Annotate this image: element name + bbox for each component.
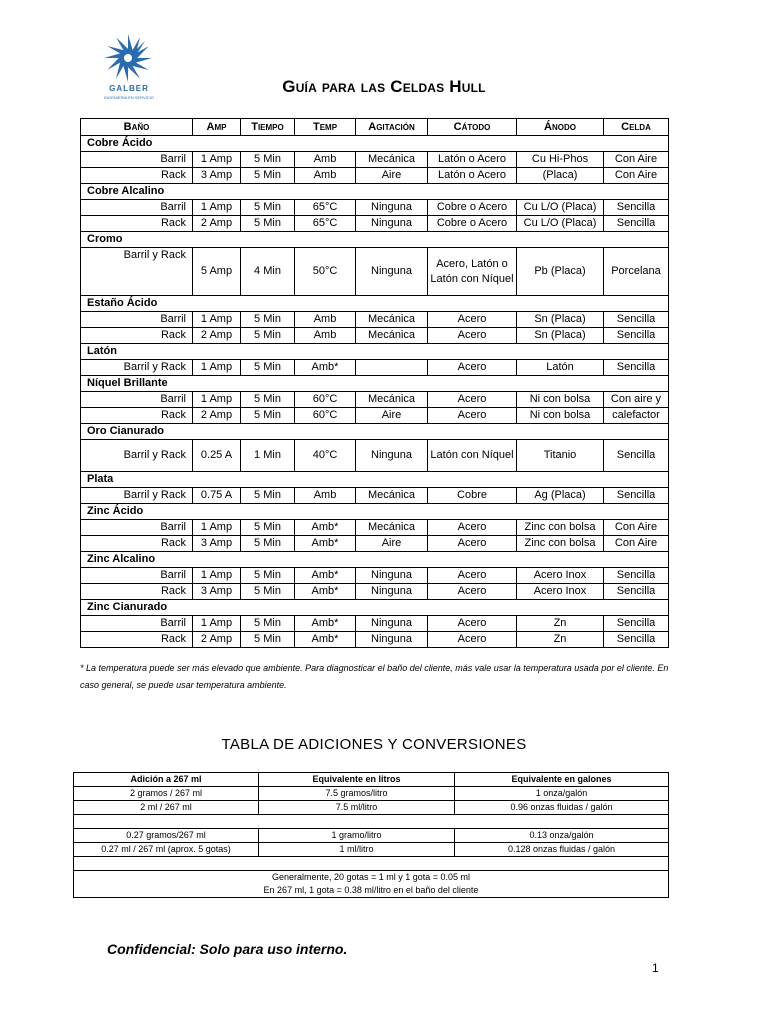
cell-celda: Con Aire (604, 536, 669, 552)
cell-amp: 0.75 A (193, 488, 241, 504)
cell-tiempo: 5 Min (241, 152, 295, 168)
header-temp: Temp (295, 119, 356, 136)
cell-agitacion: Ninguna (356, 584, 428, 600)
cell-catodo: Latón o Acero (428, 152, 517, 168)
row-label: Barril (81, 520, 193, 536)
table-row (81, 392, 669, 408)
cell-agitacion: Mecánica (356, 392, 428, 408)
cell-anodo: Cu L/O (Placa) (517, 200, 604, 216)
cell-agitacion: Mecánica (356, 312, 428, 328)
table-row (81, 216, 669, 232)
row-label: Rack (81, 536, 193, 552)
cell-agitacion: Mecánica (356, 520, 428, 536)
cell-agitacion: Mecánica (356, 152, 428, 168)
bath-category-row (81, 424, 669, 440)
cell-amp: 3 Amp (193, 584, 241, 600)
cell-amp: 1 Amp (193, 520, 241, 536)
cell-anodo: Titanio (517, 440, 604, 472)
cell-amp: 2 Amp (193, 328, 241, 344)
cell-tiempo: 5 Min (241, 520, 295, 536)
cell-anodo: Acero Inox (517, 568, 604, 584)
bath-category-row (81, 136, 669, 152)
cell-celda: Sencilla (604, 632, 669, 648)
cell-tiempo: 1 Min (241, 440, 295, 472)
bath-category-name: Cobre Alcalino (81, 184, 669, 200)
cell-anodo: Cu L/O (Placa) (517, 216, 604, 232)
cell-catodo: Acero (428, 584, 517, 600)
row-label: Barril y Rack (81, 248, 193, 296)
cell-agitacion: Mecánica (356, 488, 428, 504)
cell-agitacion: Ninguna (356, 216, 428, 232)
cell-amp: 0.25 A (193, 440, 241, 472)
cell-tiempo: 5 Min (241, 168, 295, 184)
cell-celda: Sencilla (604, 616, 669, 632)
cell-temp: Amb* (295, 360, 356, 376)
cell-agitacion: Ninguna (356, 568, 428, 584)
cell-anodo: Zn (517, 616, 604, 632)
cell-adicion: 2 ml / 267 ml (74, 801, 259, 815)
bath-category-row (81, 376, 669, 392)
table-row (81, 200, 669, 216)
cell-celda: Con Aire (604, 520, 669, 536)
header-bano: Baño (81, 119, 193, 136)
table-header-row (81, 119, 669, 136)
cell-tiempo: 5 Min (241, 328, 295, 344)
row-label: Barril (81, 200, 193, 216)
cell-agitacion: Ninguna (356, 440, 428, 472)
cell-adicion: 0.27 ml / 267 ml (aprox. 5 gotas) (74, 843, 259, 857)
cell-agitacion: Aire (356, 168, 428, 184)
bath-category-name: Plata (81, 472, 669, 488)
cell-tiempo: 5 Min (241, 632, 295, 648)
table-row (81, 568, 669, 584)
blank-cell (74, 857, 669, 871)
conversion-title: TABLA DE ADICIONES Y CONVERSIONES (221, 736, 527, 753)
conversion-notes-row (74, 871, 669, 898)
row-label: Barril (81, 392, 193, 408)
conversion-table (73, 772, 669, 898)
conversion-row (74, 801, 669, 815)
table-row (81, 168, 669, 184)
page-number: 1 (652, 961, 659, 975)
cell-agitacion (356, 360, 428, 376)
bath-category-name: Cobre Ácido (81, 136, 669, 152)
cell-celda: Con Aire (604, 168, 669, 184)
cell-temp: Amb (295, 488, 356, 504)
cell-catodo: Acero, Latón o Latón con Níquel (428, 248, 517, 296)
table-row (81, 328, 669, 344)
table-row (81, 520, 669, 536)
cell-galones: 0.13 onza/galón (455, 829, 669, 843)
blank-cell (74, 815, 669, 829)
cell-anodo: Zinc con bolsa (517, 520, 604, 536)
row-label: Rack (81, 632, 193, 648)
cell-tiempo: 4 Min (241, 248, 295, 296)
cell-agitacion: Ninguna (356, 616, 428, 632)
cell-temp: Amb* (295, 584, 356, 600)
cell-adicion: 0.27 gramos/267 ml (74, 829, 259, 843)
temperature-footnote: * La temperatura puede ser más elevado que ambiente. Para diagnosticar el baño del cliente, más vale usar la temperatura usada por el cliente. En caso general, se puede usar temperatura ambiente. (80, 663, 669, 690)
row-label: Barril (81, 568, 193, 584)
cell-temp: 60°C (295, 392, 356, 408)
bath-category-row (81, 600, 669, 616)
cell-catodo: Acero (428, 408, 517, 424)
header-galones: Equivalente en galones (455, 773, 669, 787)
table-row (81, 536, 669, 552)
bath-category-name: Zinc Ácido (81, 504, 669, 520)
table-row (81, 616, 669, 632)
cell-celda: Sencilla (604, 440, 669, 472)
confidential-notice: Confidencial: Solo para uso interno. (107, 941, 348, 957)
header-adicion: Adición a 267 ml (74, 773, 259, 787)
cell-catodo: Acero (428, 360, 517, 376)
cell-amp: 2 Amp (193, 632, 241, 648)
header-catodo: Cátodo (428, 119, 517, 136)
table-row (81, 632, 669, 648)
cell-celda: Con aire y (604, 392, 669, 408)
header-anodo: Ánodo (517, 119, 604, 136)
header-amp: Amp (193, 119, 241, 136)
table-row (81, 408, 669, 424)
cell-tiempo: 5 Min (241, 392, 295, 408)
cell-anodo: Sn (Placa) (517, 328, 604, 344)
cell-tiempo: 5 Min (241, 408, 295, 424)
conversion-note: En 267 ml, 1 gota = 0.38 ml/litro en el baño del cliente (263, 885, 479, 895)
cell-celda: Sencilla (604, 312, 669, 328)
row-label: Rack (81, 216, 193, 232)
cell-anodo: Zn (517, 632, 604, 648)
cell-anodo: Zinc con bolsa (517, 536, 604, 552)
cell-catodo: Acero (428, 328, 517, 344)
cell-catodo: Acero (428, 520, 517, 536)
cell-temp: 65°C (295, 216, 356, 232)
cell-amp: 5 Amp (193, 248, 241, 296)
cell-galones: 0.128 onzas fluidas / galón (455, 843, 669, 857)
conversion-row (74, 829, 669, 843)
cell-temp: Amb* (295, 520, 356, 536)
cell-celda: Porcelana (604, 248, 669, 296)
blank-row (74, 857, 669, 871)
cell-tiempo: 5 Min (241, 360, 295, 376)
logo-tagline: INGENIERÍA EN SERVICIO (104, 95, 154, 100)
cell-temp: 40°C (295, 440, 356, 472)
cell-amp: 3 Amp (193, 536, 241, 552)
conversion-note: Generalmente, 20 gotas = 1 ml y 1 gota = 0.05 ml (271, 872, 471, 882)
cell-amp: 1 Amp (193, 152, 241, 168)
blank-row (74, 815, 669, 829)
cell-catodo: Cobre o Acero (428, 216, 517, 232)
table-row (81, 584, 669, 600)
cell-amp: 2 Amp (193, 408, 241, 424)
cell-temp: Amb* (295, 632, 356, 648)
row-label: Barril (81, 152, 193, 168)
cell-temp: 50°C (295, 248, 356, 296)
row-label: Rack (81, 408, 193, 424)
cell-tiempo: 5 Min (241, 200, 295, 216)
bath-category-row (81, 472, 669, 488)
cell-celda: Con Aire (604, 152, 669, 168)
cell-catodo: Cobre (428, 488, 517, 504)
cell-catodo: Acero (428, 568, 517, 584)
table-row (81, 440, 669, 472)
cell-tiempo: 5 Min (241, 584, 295, 600)
bath-category-row (81, 184, 669, 200)
conversion-notes (74, 871, 669, 898)
cell-temp: Amb* (295, 616, 356, 632)
cell-anodo: Latón (517, 360, 604, 376)
cell-agitacion: Ninguna (356, 632, 428, 648)
cell-anodo: (Placa) (517, 168, 604, 184)
table-row (81, 360, 669, 376)
bath-category-name: Estaño Ácido (81, 296, 669, 312)
cell-agitacion: Aire (356, 408, 428, 424)
bath-category-row (81, 344, 669, 360)
cell-agitacion: Ninguna (356, 200, 428, 216)
cell-temp: 60°C (295, 408, 356, 424)
row-label: Barril (81, 616, 193, 632)
cell-temp: Amb (295, 328, 356, 344)
cell-agitacion: Ninguna (356, 248, 428, 296)
cell-tiempo: 5 Min (241, 216, 295, 232)
cell-amp: 1 Amp (193, 568, 241, 584)
cell-anodo: Ni con bolsa (517, 408, 604, 424)
cell-litros: 1 ml/litro (259, 843, 455, 857)
cell-anodo: Ni con bolsa (517, 392, 604, 408)
conversion-row (74, 787, 669, 801)
cell-adicion: 2 gramos / 267 ml (74, 787, 259, 801)
table-row (81, 248, 669, 296)
cell-tiempo: 5 Min (241, 488, 295, 504)
cell-anodo: Pb (Placa) (517, 248, 604, 296)
row-label: Rack (81, 328, 193, 344)
row-label: Rack (81, 584, 193, 600)
bath-category-row (81, 296, 669, 312)
bath-category-row (81, 232, 669, 248)
cell-agitacion: Aire (356, 536, 428, 552)
cell-anodo: Cu Hi-Phos (517, 152, 604, 168)
cell-anodo: Sn (Placa) (517, 312, 604, 328)
cell-catodo: Acero (428, 392, 517, 408)
bath-category-name: Oro Cianurado (81, 424, 669, 440)
cell-celda: calefactor (604, 408, 669, 424)
cell-tiempo: 5 Min (241, 568, 295, 584)
row-label: Barril y Rack (81, 440, 193, 472)
cell-anodo: Ag (Placa) (517, 488, 604, 504)
cell-amp: 3 Amp (193, 168, 241, 184)
cell-litros: 1 gramo/litro (259, 829, 455, 843)
cell-temp: 65°C (295, 200, 356, 216)
cell-amp: 1 Amp (193, 360, 241, 376)
cell-amp: 1 Amp (193, 200, 241, 216)
cell-amp: 1 Amp (193, 392, 241, 408)
cell-catodo: Latón con Níquel (428, 440, 517, 472)
header-litros: Equivalente en litros (259, 773, 455, 787)
cell-catodo: Acero (428, 312, 517, 328)
header-tiempo: Tiempo (241, 119, 295, 136)
cell-temp: Amb (295, 168, 356, 184)
cell-celda: Sencilla (604, 568, 669, 584)
row-label: Barril y Rack (81, 488, 193, 504)
cell-tiempo: 5 Min (241, 312, 295, 328)
row-label: Barril (81, 312, 193, 328)
cell-celda: Sencilla (604, 200, 669, 216)
hull-cell-table (80, 118, 669, 648)
cell-tiempo: 5 Min (241, 536, 295, 552)
header-celda: Celda (604, 119, 669, 136)
row-label: Rack (81, 168, 193, 184)
cell-celda: Sencilla (604, 328, 669, 344)
conversion-row (74, 843, 669, 857)
bath-category-row (81, 504, 669, 520)
header-agitacion: Agitación (356, 119, 428, 136)
cell-temp: Amb* (295, 568, 356, 584)
cell-amp: 2 Amp (193, 216, 241, 232)
cell-catodo: Cobre o Acero (428, 200, 517, 216)
cell-amp: 1 Amp (193, 616, 241, 632)
cell-temp: Amb (295, 312, 356, 328)
cell-galones: 0.96 onzas fluidas / galón (455, 801, 669, 815)
table-row (81, 312, 669, 328)
cell-amp: 1 Amp (193, 312, 241, 328)
cell-catodo: Acero (428, 632, 517, 648)
cell-celda: Sencilla (604, 216, 669, 232)
cell-litros: 7.5 gramos/litro (259, 787, 455, 801)
table-row (81, 152, 669, 168)
logo-name: GALBER (109, 84, 149, 93)
bath-category-name: Cromo (81, 232, 669, 248)
cell-catodo: Latón o Acero (428, 168, 517, 184)
cell-agitacion: Mecánica (356, 328, 428, 344)
cell-temp: Amb* (295, 536, 356, 552)
cell-tiempo: 5 Min (241, 616, 295, 632)
conversion-header-row (74, 773, 669, 787)
cell-catodo: Acero (428, 616, 517, 632)
bath-category-name: Níquel Brillante (81, 376, 669, 392)
cell-litros: 7.5 ml/litro (259, 801, 455, 815)
cell-temp: Amb (295, 152, 356, 168)
cell-celda: Sencilla (604, 584, 669, 600)
bath-category-name: Zinc Cianurado (81, 600, 669, 616)
page-title: Guía para las Celdas Hull (282, 77, 486, 96)
bath-category-name: Zinc Alcalino (81, 552, 669, 568)
bath-category-name: Latón (81, 344, 669, 360)
cell-galones: 1 onza/galón (455, 787, 669, 801)
cell-celda: Sencilla (604, 488, 669, 504)
cell-anodo: Acero Inox (517, 584, 604, 600)
row-label: Barril y Rack (81, 360, 193, 376)
bath-category-row (81, 552, 669, 568)
table-row (81, 488, 669, 504)
cell-celda: Sencilla (604, 360, 669, 376)
cell-catodo: Acero (428, 536, 517, 552)
